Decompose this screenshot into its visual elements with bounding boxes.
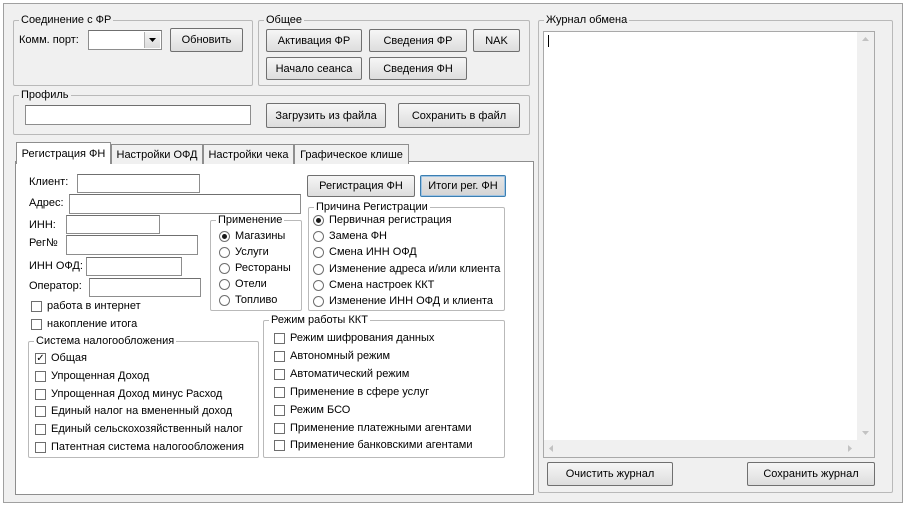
activate-fr-button[interactable]: Активация ФР xyxy=(266,29,362,52)
application-option-radio[interactable] xyxy=(219,295,230,306)
inn-input[interactable] xyxy=(66,215,160,234)
kkt-mode-option-checkbox[interactable] xyxy=(274,333,285,344)
horizontal-scrollbar[interactable] xyxy=(544,440,857,457)
tab-fn-registration[interactable]: Регистрация ФН xyxy=(16,142,111,164)
port-select[interactable] xyxy=(88,30,162,50)
taxation-option-checkbox[interactable]: ✓ xyxy=(36,353,45,364)
operator-label: Оператор: xyxy=(29,280,82,292)
taxation-option-checkbox[interactable] xyxy=(35,424,46,435)
text-cursor xyxy=(548,35,549,47)
clear-log-button[interactable]: Очистить журнал xyxy=(547,462,673,486)
application-option-label: Топливо xyxy=(235,294,278,306)
application-option-label: Рестораны xyxy=(235,262,291,274)
register-fn-button[interactable]: Регистрация ФН xyxy=(307,175,415,197)
kkt-mode-option-checkbox[interactable] xyxy=(274,351,285,362)
internet-work-checkbox[interactable] xyxy=(31,301,42,312)
reason-option-label: Смена ИНН ОФД xyxy=(329,246,417,259)
inn-ofd-input[interactable] xyxy=(86,257,182,276)
taxation-option-label: Единый налог на вмененный доход xyxy=(51,405,233,418)
internet-work-label: работа в интернет xyxy=(47,300,141,312)
port-label: Комм. порт: xyxy=(19,34,79,46)
client-input[interactable] xyxy=(77,174,200,193)
taxation-option-label: Единый сельскохозяйственный налог xyxy=(51,423,243,436)
application-option-label: Услуги xyxy=(235,246,269,258)
profile-path-input[interactable] xyxy=(25,105,251,125)
kkt-mode-option-checkbox[interactable] xyxy=(274,387,285,398)
kkt-mode-option-checkbox[interactable] xyxy=(274,440,285,451)
kkt-mode-option-checkbox[interactable] xyxy=(274,405,285,416)
tab-graphic-cliche[interactable]: Графическое клише xyxy=(294,144,409,164)
kkt-mode-option-label: Режим шифрования данных xyxy=(290,332,435,344)
connection-group-title: Соединение с ФР xyxy=(21,14,112,26)
general-group-title: Общее xyxy=(266,14,303,26)
taxation-group-title: Система налогообложения xyxy=(36,335,175,347)
taxation-option-checkbox[interactable] xyxy=(35,406,46,417)
operator-input[interactable] xyxy=(89,278,201,297)
kkt-mode-group-title: Режим работы ККТ xyxy=(271,314,368,326)
refresh-button[interactable]: Обновить xyxy=(170,28,243,52)
tab-receipt-settings[interactable]: Настройки чека xyxy=(203,144,294,164)
taxation-option-label: Общая xyxy=(51,352,87,364)
kkt-mode-option-label: Применение банковскими агентами xyxy=(290,439,473,452)
regnum-label: Рег№ xyxy=(29,237,58,249)
profile-group-title: Профиль xyxy=(21,89,69,101)
application-option-label: Отели xyxy=(235,278,267,290)
reason-option-label: Первичная регистрация xyxy=(329,214,452,226)
kkt-mode-option-label: Автоматический режим xyxy=(290,367,410,380)
kkt-mode-option-label: Режим БСО xyxy=(290,403,351,416)
taxation-option-label: Упрощенная Доход минус Расход xyxy=(51,387,223,400)
regnum-input[interactable] xyxy=(66,235,198,255)
chevron-down-icon[interactable] xyxy=(144,32,160,48)
application-option-radio[interactable] xyxy=(219,263,230,274)
scroll-left-arrow-icon[interactable] xyxy=(549,445,553,452)
load-profile-button[interactable]: Загрузить из файла xyxy=(266,103,386,128)
reason-group-title: Причина Регистрации xyxy=(316,201,428,213)
nak-button[interactable]: NAK xyxy=(473,29,520,52)
application-option-label: Магазины xyxy=(235,230,286,242)
scrollbar-corner xyxy=(857,440,874,457)
save-profile-button[interactable]: Сохранить в файл xyxy=(398,103,520,128)
kkt-mode-option-checkbox[interactable] xyxy=(274,423,285,434)
exchange-log-textarea[interactable] xyxy=(543,31,875,458)
kkt-mode-option-label: Применение платежными агентами xyxy=(290,421,472,434)
taxation-option-checkbox[interactable] xyxy=(35,389,46,400)
reason-option-label: Изменение ИНН ОФД и клиента xyxy=(329,295,494,307)
exchange-log-title: Журнал обмена xyxy=(546,14,628,26)
reason-option-radio[interactable] xyxy=(313,296,324,307)
inn-ofd-label: ИНН ОФД: xyxy=(29,260,83,272)
inn-label: ИНН: xyxy=(29,219,56,231)
fr-info-button[interactable]: Сведения ФР xyxy=(369,29,467,52)
start-session-button[interactable]: Начало сеанса xyxy=(266,57,362,80)
accumulate-total-checkbox[interactable] xyxy=(31,319,42,330)
address-input[interactable] xyxy=(69,194,301,214)
kkt-mode-option-label: Автономный режим xyxy=(290,349,391,362)
scroll-up-arrow-icon[interactable] xyxy=(862,37,869,41)
reason-option-label: Замена ФН xyxy=(329,230,387,243)
scroll-down-arrow-icon[interactable] xyxy=(862,431,869,435)
save-log-button[interactable]: Сохранить журнал xyxy=(747,462,875,486)
application-option-radio[interactable] xyxy=(219,247,230,258)
accumulate-total-label: накопление итога xyxy=(47,318,138,330)
reason-option-radio[interactable] xyxy=(313,264,324,275)
taxation-option-checkbox[interactable] xyxy=(35,442,46,453)
kkt-mode-option-label: Применение в сфере услуг xyxy=(290,385,430,398)
tab-ofd-settings[interactable]: Настройки ОФД xyxy=(111,144,203,164)
main-window xyxy=(3,3,903,503)
reason-option-label: Изменение адреса и/или клиента xyxy=(329,262,501,275)
reason-option-radio[interactable] xyxy=(313,280,324,291)
client-label: Клиент: xyxy=(29,176,69,188)
fn-info-button[interactable]: Сведения ФН xyxy=(369,57,467,80)
taxation-option-checkbox[interactable] xyxy=(35,371,46,382)
application-option-radio[interactable] xyxy=(219,231,230,242)
application-group-title: Применение xyxy=(218,214,283,226)
reason-option-radio[interactable] xyxy=(313,215,324,226)
registration-totals-button[interactable]: Итоги рег. ФН xyxy=(420,175,506,197)
kkt-mode-option-checkbox[interactable] xyxy=(274,369,285,380)
taxation-option-label: Патентная система налогообложения xyxy=(51,441,244,453)
taxation-option-label: Упрощенная Доход xyxy=(51,369,150,382)
scroll-right-arrow-icon[interactable] xyxy=(848,445,852,452)
application-option-radio[interactable] xyxy=(219,279,230,290)
address-label: Адрес: xyxy=(29,197,64,209)
vertical-scrollbar[interactable] xyxy=(857,32,874,440)
reason-option-label: Смена настроек ККТ xyxy=(329,278,435,291)
